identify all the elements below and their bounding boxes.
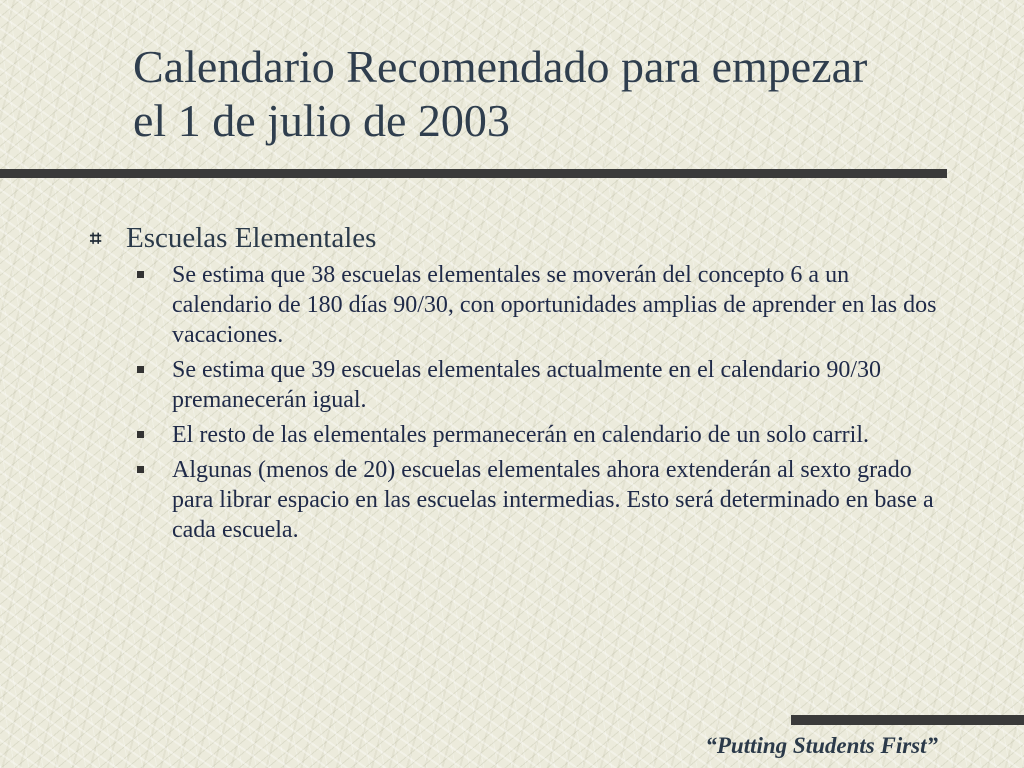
section-heading: Escuelas Elementales — [126, 222, 377, 254]
square-bullet-icon — [137, 455, 172, 473]
section-item — [90, 220, 970, 256]
hash-bullet-icon: ⌗ — [90, 226, 102, 250]
footer-tagline: “Putting Students First” — [705, 733, 938, 758]
bullet-text: Se estima que 39 escuelas elementales actualmente en el calendario 90/30 premanecerán igual. — [172, 357, 882, 413]
list-item — [137, 260, 970, 350]
square-bullet-icon — [137, 420, 172, 438]
bullet-text: El resto de las elementales permanecerán en calendario de un solo carril. — [172, 422, 870, 448]
title-line-2: el 1 de julio de 2003 — [133, 95, 510, 146]
bullet-text: Se estima que 38 escuelas elementales se moverán del concepto 6 a un calendario de 180 días 90/30, con oportunidades amplias de aprender en las dos vacaciones. — [172, 262, 937, 348]
bullet-list — [90, 260, 970, 545]
title-divider — [0, 169, 947, 178]
footer-divider — [791, 715, 1024, 725]
title-line-1: Calendario Recomendado para empezar — [133, 41, 868, 92]
bullet-text: Algunas (menos de 20) escuelas elementales ahora extenderán al sexto grado para librar espacio en las escuelas intermedias. Esto será determinado en base a cada escuela. — [172, 457, 934, 543]
square-bullet-icon — [137, 260, 172, 278]
square-bullet-icon — [137, 355, 172, 373]
list-item — [137, 420, 970, 450]
slide-body — [90, 220, 970, 550]
list-item — [137, 455, 970, 545]
list-item — [137, 355, 970, 415]
slide-title — [133, 40, 993, 148]
